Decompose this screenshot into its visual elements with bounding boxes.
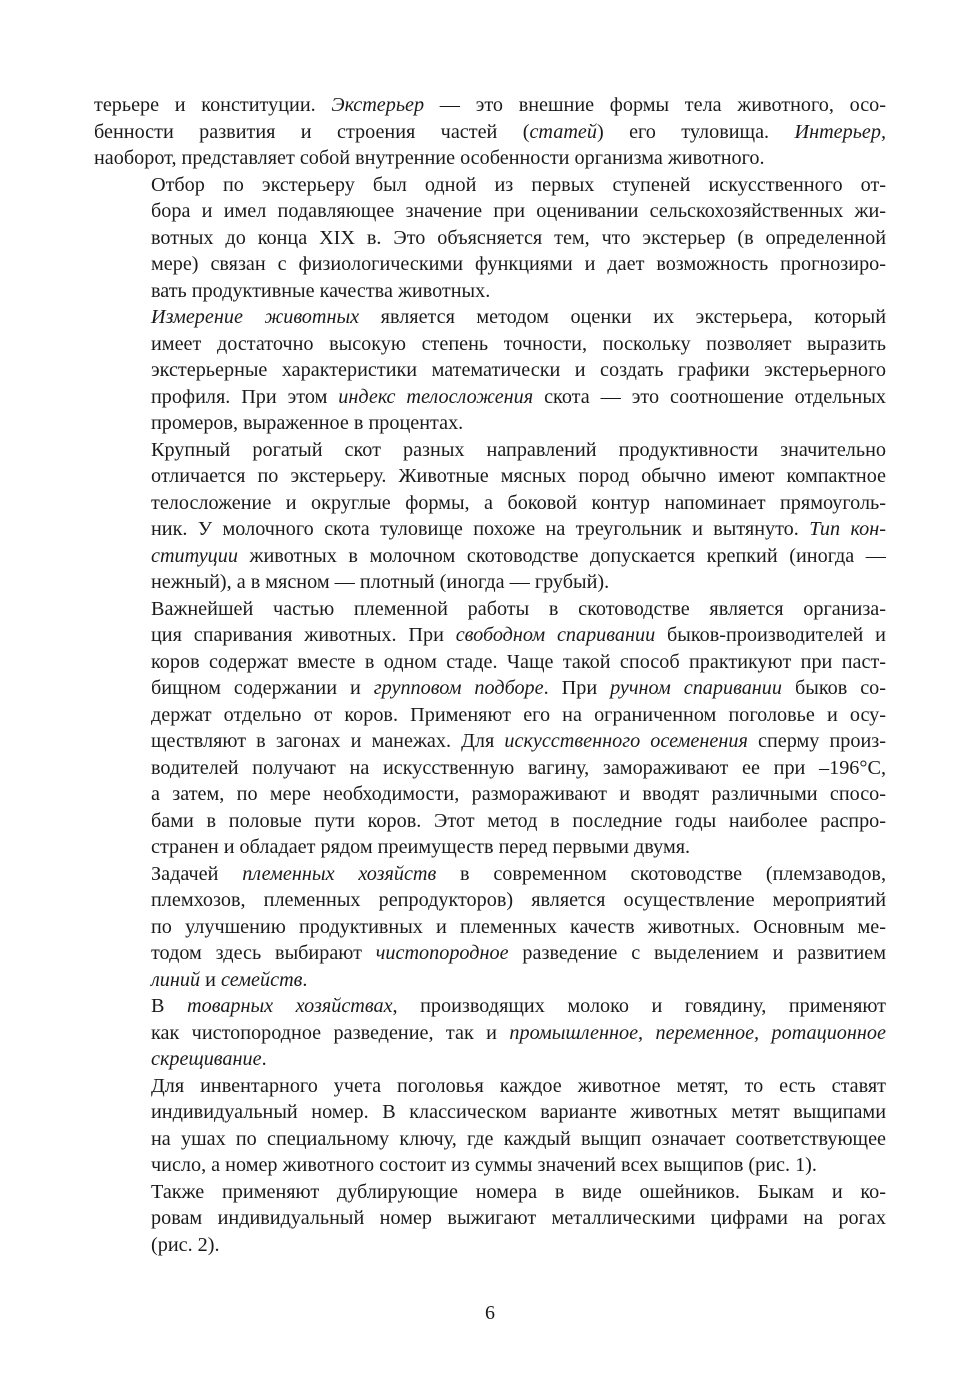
text-line	[94, 808, 886, 835]
paragraph	[94, 92, 886, 172]
paragraph	[94, 1179, 886, 1259]
text-run: экстерьерные характеристики математически и создать графики экстерьерного	[151, 359, 886, 381]
italic-term: Экстерьер	[331, 94, 425, 116]
text-line	[94, 1232, 886, 1259]
text-run: . При	[543, 677, 611, 699]
text-line	[94, 675, 886, 702]
text-run: сперму произ-	[747, 730, 886, 752]
text-line	[94, 702, 886, 729]
italic-term: индекс телосложения	[338, 385, 534, 408]
text-line	[94, 569, 886, 596]
text-run: ник. У молочного скота туловище похоже на треугольник и вытянуто.	[151, 518, 810, 540]
text-line	[94, 278, 886, 305]
text-run: бенности развития и строения частей (	[94, 120, 530, 143]
text-run: число, а номер животного состоит из суммы значений всех выщипов (рис. 1).	[151, 1154, 817, 1176]
italic-term: скрещивание	[151, 1048, 262, 1070]
text-run: терьере и конституции.	[94, 94, 332, 116]
text-line	[94, 331, 886, 358]
italic-term: Измерение животных	[151, 306, 360, 328]
text-run: бора и имел подавляющее значение при оценивании сельскохозяйственных жи-	[151, 200, 886, 222]
italic-term: свободном спаривании	[455, 624, 656, 646]
paragraph	[94, 1073, 886, 1179]
text-line	[94, 1179, 886, 1206]
paragraph	[94, 304, 886, 437]
text-run: является методом оценки их экстерьера, который	[359, 306, 886, 328]
text-line	[94, 596, 886, 623]
paragraph	[94, 861, 886, 994]
text-line	[94, 1152, 886, 1179]
text-run: а затем, по мере необходимости, размораживают и вводят различными спосо-	[151, 783, 886, 805]
text-line	[94, 357, 886, 384]
text-line	[94, 437, 886, 464]
paragraph	[94, 596, 886, 861]
text-line	[94, 1020, 886, 1047]
italic-term: промышленное, переменное, ротационное	[509, 1021, 886, 1044]
text-run: нежный), а в мясном — плотный (иногда — грубый).	[151, 571, 610, 593]
text-run: Для инвентарного учета поголовья каждое животное метят, то есть ставят	[151, 1074, 886, 1097]
text-line	[94, 92, 886, 119]
text-run: и	[200, 968, 222, 991]
text-run: коров содержат вместе в одном стаде. Чаще такой способ практикуют при паст-	[151, 650, 886, 673]
text-run: вотных до конца XIX в. Это объясняется тем, что экстерьер (в определенной	[151, 226, 886, 249]
text-run: вать продуктивные качества животных.	[151, 279, 491, 302]
text-run: мере) связан с физиологическими функциями и дает возможность прогнозиро-	[151, 253, 886, 275]
text-run: бами в половые пути коров. Этот метод в последние годы наиболее распро-	[151, 809, 886, 832]
text-line	[94, 463, 886, 490]
text-run: на ушах по специальному ключу, где каждый выщип означает соответствующее	[151, 1127, 886, 1150]
paragraph	[94, 172, 886, 305]
text-run: быков со-	[782, 677, 886, 699]
text-run: профиля. При этом	[151, 385, 339, 408]
text-run: ция спаривания животных. При	[151, 624, 456, 646]
text-run: разведение с выделением и развитием	[508, 942, 886, 964]
text-run: Важнейшей частью племенной работы в скотоводстве является организа-	[151, 597, 886, 620]
text-line	[94, 1046, 886, 1073]
text-run: ществляют в загонах и манежах. Для	[151, 730, 505, 752]
text-run: водителей получают на искусственную вагину, замораживают ее при –196°С,	[151, 756, 886, 779]
text-run: тодом здесь выбирают	[151, 942, 376, 964]
text-run: телосложение и округлые формы, а боковой контур напоминает прямоуголь-	[151, 491, 886, 514]
text-run: Крупный рогатый скот разных направлений продуктивности значительно	[151, 438, 886, 461]
text-line	[94, 225, 886, 252]
text-line	[94, 781, 886, 808]
text-run: индивидуальный номер. В классическом варианте животных метят выщипами	[151, 1101, 886, 1123]
italic-term: Интерьер,	[794, 120, 887, 143]
paragraph	[94, 993, 886, 1073]
text-run: быков-производителей и	[655, 624, 886, 646]
page-body	[94, 92, 886, 1258]
text-line	[94, 649, 886, 676]
italic-term: Тип кон-	[809, 518, 887, 540]
text-line	[94, 172, 886, 199]
text-line	[94, 490, 886, 517]
italic-term: чистопородное	[375, 942, 509, 964]
text-run: наоборот, представляет собой внутренние особенности организма животного.	[94, 147, 765, 169]
text-line	[94, 1099, 886, 1126]
text-line	[94, 993, 886, 1020]
text-run: странен и обладает рядом преимуществ перед первыми двумя.	[151, 836, 691, 858]
text-line	[94, 304, 886, 331]
text-run: .	[302, 968, 308, 991]
italic-term: статей	[529, 120, 597, 143]
text-line	[94, 887, 886, 914]
text-line	[94, 251, 886, 278]
text-run: в современном скотоводстве (племзаводов,	[436, 862, 886, 885]
text-line	[94, 516, 886, 543]
text-line	[94, 622, 886, 649]
text-line	[94, 728, 886, 755]
text-line	[94, 1205, 886, 1232]
text-run: по улучшению продуктивных и племенных качеств животных. Основным ме-	[151, 915, 886, 938]
text-line	[94, 755, 886, 782]
text-line	[94, 198, 886, 225]
page-number: 6	[485, 1302, 495, 1324]
text-line	[94, 940, 886, 967]
italic-term: ручном спаривании	[610, 677, 782, 699]
text-line	[94, 1073, 886, 1100]
text-run: Также применяют дублирующие номера в виде ошейников. Быкам и ко-	[151, 1180, 886, 1203]
text-line	[94, 834, 886, 861]
italic-term: ституции	[151, 544, 238, 567]
text-line	[94, 410, 886, 437]
text-run: Отбор по экстерьеру был одной из первых ступеней искусственного от-	[151, 173, 886, 196]
text-run: отличается по экстерьеру. Животные мясных пород обычно имеют компактное	[151, 465, 886, 487]
text-run: племхозов, племенных репродукторов) является осуществление мероприятий	[151, 889, 886, 911]
text-line	[94, 967, 886, 994]
paragraph	[94, 437, 886, 596]
italic-term: семейств	[221, 968, 303, 991]
italic-term: племенных хозяйств	[242, 862, 437, 885]
text-run: (рис. 2).	[151, 1233, 220, 1256]
text-run: ровам индивидуальный номер выжигают металлическими цифрами на рогах	[151, 1207, 886, 1229]
text-run: .	[261, 1048, 267, 1070]
text-run: имеет достаточно высокую степень точности, поскольку позволяет выразить	[151, 332, 886, 355]
text-run: — это внешние формы тела животного, осо-	[424, 94, 886, 116]
text-run: как чистопородное разведение, так и	[151, 1021, 510, 1044]
italic-term: групповом подборе	[373, 677, 544, 699]
text-line	[94, 119, 886, 146]
text-line	[94, 1126, 886, 1153]
text-run: скота — это соотношение отдельных	[533, 385, 886, 408]
text-line	[94, 384, 886, 411]
italic-term: линий	[151, 968, 201, 991]
text-line	[94, 861, 886, 888]
text-line	[94, 145, 886, 172]
text-line	[94, 914, 886, 941]
text-run: Задачей	[151, 862, 243, 885]
text-run: ) его туловища.	[596, 120, 795, 143]
text-run: бищном содержании и	[151, 677, 374, 699]
text-run: животных в молочном скотоводстве допускается крепкий (иногда —	[237, 544, 886, 567]
italic-term: искусственного осеменения	[504, 730, 748, 752]
text-run: держат отдельно от коров. Применяют его на ограниченном поголовье и осу-	[151, 703, 886, 726]
italic-term: товарных хозяйствах	[187, 995, 393, 1017]
text-run: , производящих молоко и говядину, применяют	[392, 995, 886, 1017]
text-run: В	[151, 995, 188, 1017]
text-line	[94, 543, 886, 570]
text-run: промеров, выраженное в процентах.	[151, 412, 464, 434]
